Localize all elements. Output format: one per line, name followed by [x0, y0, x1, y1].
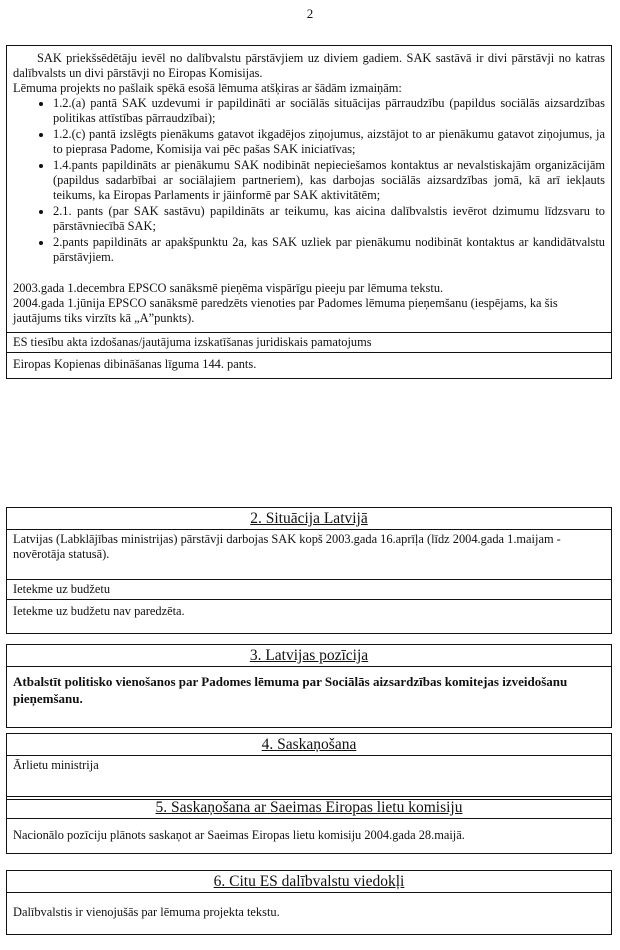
section-3-text: Atbalstīt politisko vienošanos par Padomes lēmuma par Sociālās aizsardzības komitejas izveidošanu pieņemšanu.: [7, 666, 611, 727]
intro-paragraph-2: Lēmuma projekts no pašlaik spēkā esošā lēmuma atšķiras ar šādām izmaiņām:: [13, 81, 402, 95]
list-item: • 1.4.pants papildināts ar pienākumu SAK nodibināt nepieciešamos kontaktus ar nevalstiskajām organizācijām (papildus sadarbībai ar sociālajiem partneriem), kas darbojas sociālās aizsardzības jomā, kā arī iekļauts teikums, ka Eiropas Parlaments ir jāinformē par SAK aktivitātēm;: [53, 158, 605, 204]
section-5-frame: [6, 796, 612, 854]
budget-value: Ietekme uz budžetu nav paredzēta.: [7, 599, 611, 633]
section-6-frame: [6, 870, 612, 935]
intro-cell: [7, 46, 611, 332]
budget-label: Ietekme uz budžetu: [7, 579, 611, 599]
section-2-title: 2. Situācija Latvijā: [250, 510, 368, 527]
intro-paragraph-1: SAK priekšsēdētāju ievēl no dalībvalstu pārstāvjiem uz diviem gadiem. SAK sastāvā ir divi pārstāvji no katras dalībvalsts un divi pārstāvji no Eiropas Komisijas.: [13, 51, 605, 80]
list-item: • 1.2.(a) pantā SAK uzdevumi ir papildināti ar sociālās situācijas pārraudzību (papildus sociālās aizsardzības politikas attīstības pārraudzībai);: [53, 96, 605, 127]
list-item: • 2.pants papildināts ar apakšpunktu 2a, kas SAK uzliek par pienākumu nodibināt kontaktus ar kandidātvalstu pārstāvjiem.: [53, 235, 605, 266]
legal-basis-value: Eiropas Kopienas dibināšanas līguma 144. pants.: [7, 352, 611, 378]
section-5-text: Nacionālo pozīciju plānots saskaņot ar Saeimas Eiropas lietu komisiju 2004.gada 28.maijā.: [7, 818, 611, 853]
list-item: • 1.2.(c) pantā izslēgts pienākums gatavot ikgadējos ziņojumus, aizstājot to ar pienākumu gatavot ziņojumus, ja to pieprasa Padome, Komisija vai pēc pašas SAK iniciatīvas;: [53, 127, 605, 158]
section-4-frame: [6, 733, 612, 800]
intro-paragraph-4: 2004.gada 1.jūnija EPSCO sanāksmē paredzēts vienoties par Padomes lēmuma pieņemšanu (iespējams, ka šis jautājums tiks virzīts kā „A”punkts).: [13, 296, 558, 326]
section-5-title: 5. Saskaņošana ar Saeimas Eiropas lietu komisiju: [155, 799, 463, 816]
page-number: 2: [306, 6, 314, 21]
section-2-text: Latvijas (Labklājības ministrijas) pārstāvji darbojas SAK kopš 2003.gada 16.aprīļa (līdz 2004.gada 1.maijam - novērotāja statusā).: [7, 529, 611, 579]
intro-frame: [6, 45, 612, 379]
intro-paragraph-3: 2003.gada 1.decembra EPSCO sanāksmē pieņēma vispārīgu pieeju par lēmuma tekstu.: [13, 281, 444, 296]
legal-basis-label: ES tiesību akta izdošanas/jautājuma izskatīšanas juridiskais pamatojums: [7, 332, 611, 352]
section-2-frame: [6, 507, 612, 634]
list-item: • 2.1. pants (par SAK sastāvu) papildināts ar teikumu, kas aicina dalībvalstis ievērot dzimumu līdzsvaru to pārstāvniecībā SAK;: [53, 204, 605, 235]
section-6-text: Dalībvalstis ir vienojušās par lēmuma projekta tekstu.: [7, 892, 611, 934]
section-4-text: Ārlietu ministrija: [7, 755, 611, 799]
section-4-title: 4. Saskaņošana: [261, 736, 357, 753]
section-3-title: 3. Latvijas pozīcija: [249, 647, 369, 664]
section-3-frame: [6, 644, 612, 728]
section-6-title: 6. Citu ES dalībvalstu viedokļi: [213, 873, 405, 890]
changes-list: [13, 96, 605, 265]
